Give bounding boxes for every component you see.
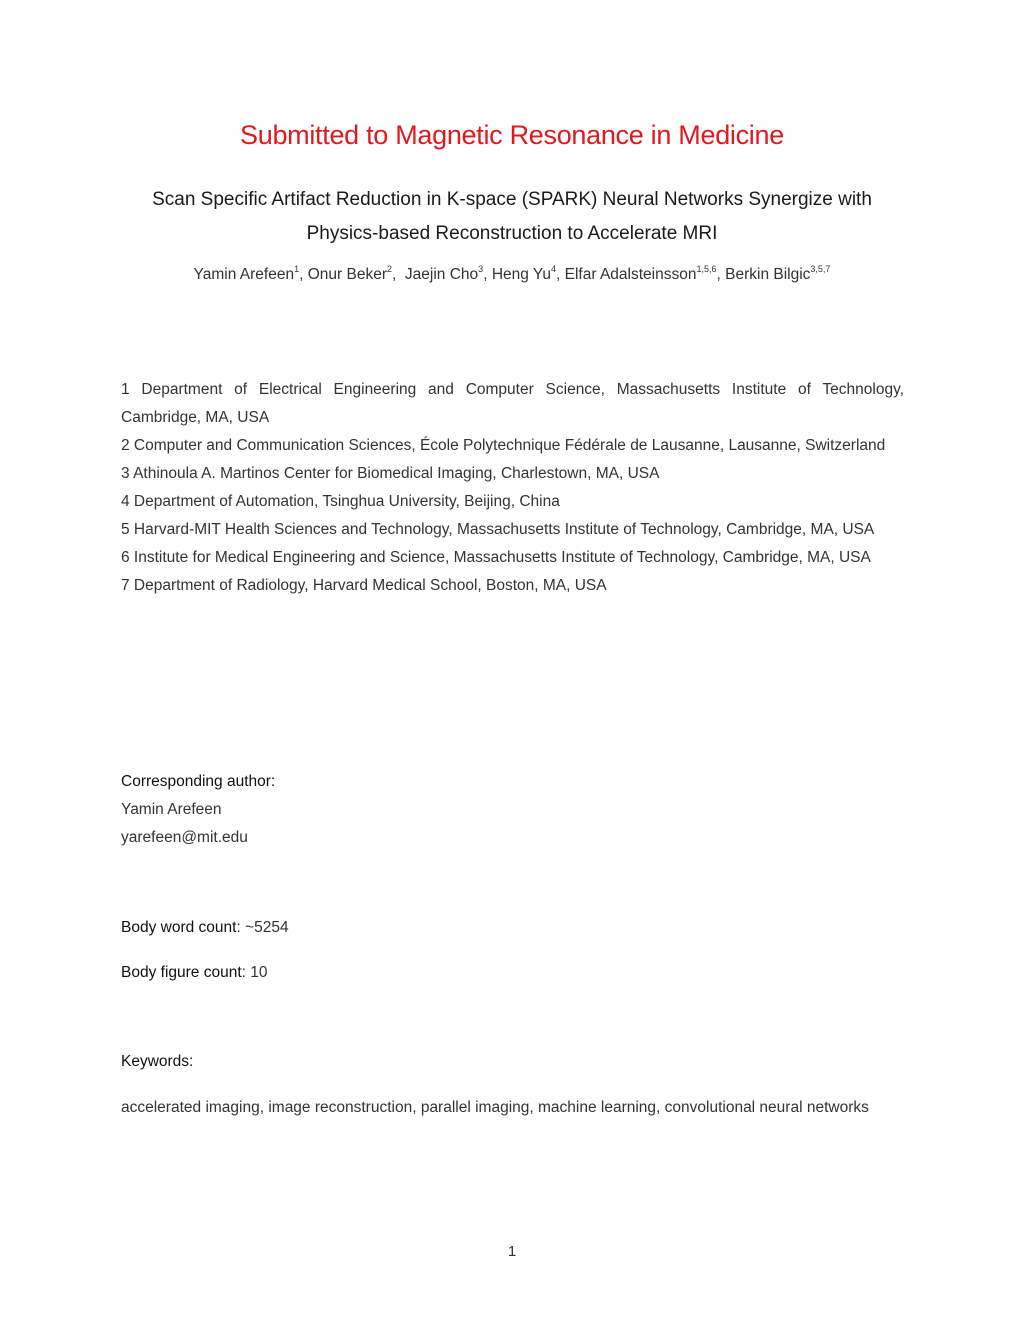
affiliation: 2 Computer and Communication Sciences, École Polytechnique Fédérale de Lausanne, Lausanne, Switzerland bbox=[121, 437, 886, 454]
keywords-text: accelerated imaging, image reconstruction, parallel imaging, machine learning, convolutional neural networks bbox=[121, 1099, 869, 1116]
keywords-label: Keywords: bbox=[121, 1053, 194, 1070]
corresponding-author bbox=[121, 768, 904, 852]
keywords-heading bbox=[121, 1048, 904, 1076]
author: Onur Beker$^2$, bbox=[307, 264, 405, 283]
author-list bbox=[0, 266, 1024, 284]
author: Heng Yu$^4$, bbox=[491, 264, 565, 283]
title-line: Physics-based Reconstruction to Accelerate MRI bbox=[306, 223, 718, 244]
figure-count-label: Body figure count bbox=[121, 964, 242, 981]
paper-title bbox=[120, 183, 904, 251]
title-line: Scan Specific Artifact Reduction in K-space (SPARK) Neural Networks Synergize with bbox=[152, 189, 872, 210]
figure-count bbox=[121, 959, 904, 987]
corresponding-email: yarefeen@mit.edu bbox=[121, 829, 248, 846]
author: Yamin Arefeen$^1$, bbox=[193, 264, 308, 283]
author: Berkin Bilgic$^{3,5,7}$ bbox=[725, 264, 831, 283]
affiliation: 6 Institute for Medical Engineering and Science, Massachusetts Institute of Technology, Cambridge, MA, USA bbox=[121, 549, 871, 566]
word-count-value: : ~5254 bbox=[236, 919, 289, 936]
word-count bbox=[121, 914, 904, 942]
affiliation: 5 Harvard-MIT Health Sciences and Technology, Massachusetts Institute of Technology, Cambridge, MA, USA bbox=[121, 521, 875, 538]
affiliation: 7 Department of Radiology, Harvard Medical School, Boston, MA, USA bbox=[121, 577, 607, 594]
author: Jaejin Cho$^3$, bbox=[404, 264, 492, 283]
affiliations bbox=[121, 376, 904, 600]
word-count-label: Body word count bbox=[121, 919, 237, 936]
affiliation: 3 Athinoula A. Martinos Center for Biomedical Imaging, Charlestown, MA, USA bbox=[121, 465, 660, 482]
affiliation: 1 Department of Electrical Engineering and Computer Science, Massachusetts Institute of Technology, Cambridge, MA, USA bbox=[121, 381, 904, 426]
author: Elfar Adalsteinsson$^{1,5,6}$, bbox=[564, 264, 726, 283]
corresponding-name: Yamin Arefeen bbox=[121, 801, 222, 818]
figure-count-value: : 10 bbox=[241, 964, 268, 981]
corresponding-label: Corresponding author: bbox=[121, 773, 276, 790]
affiliation: 4 Department of Automation, Tsinghua University, Beijing, China bbox=[121, 493, 560, 510]
journal-header: Submitted to Magnetic Resonance in Medicine bbox=[240, 120, 784, 150]
page-number: 1 bbox=[507, 1243, 517, 1260]
